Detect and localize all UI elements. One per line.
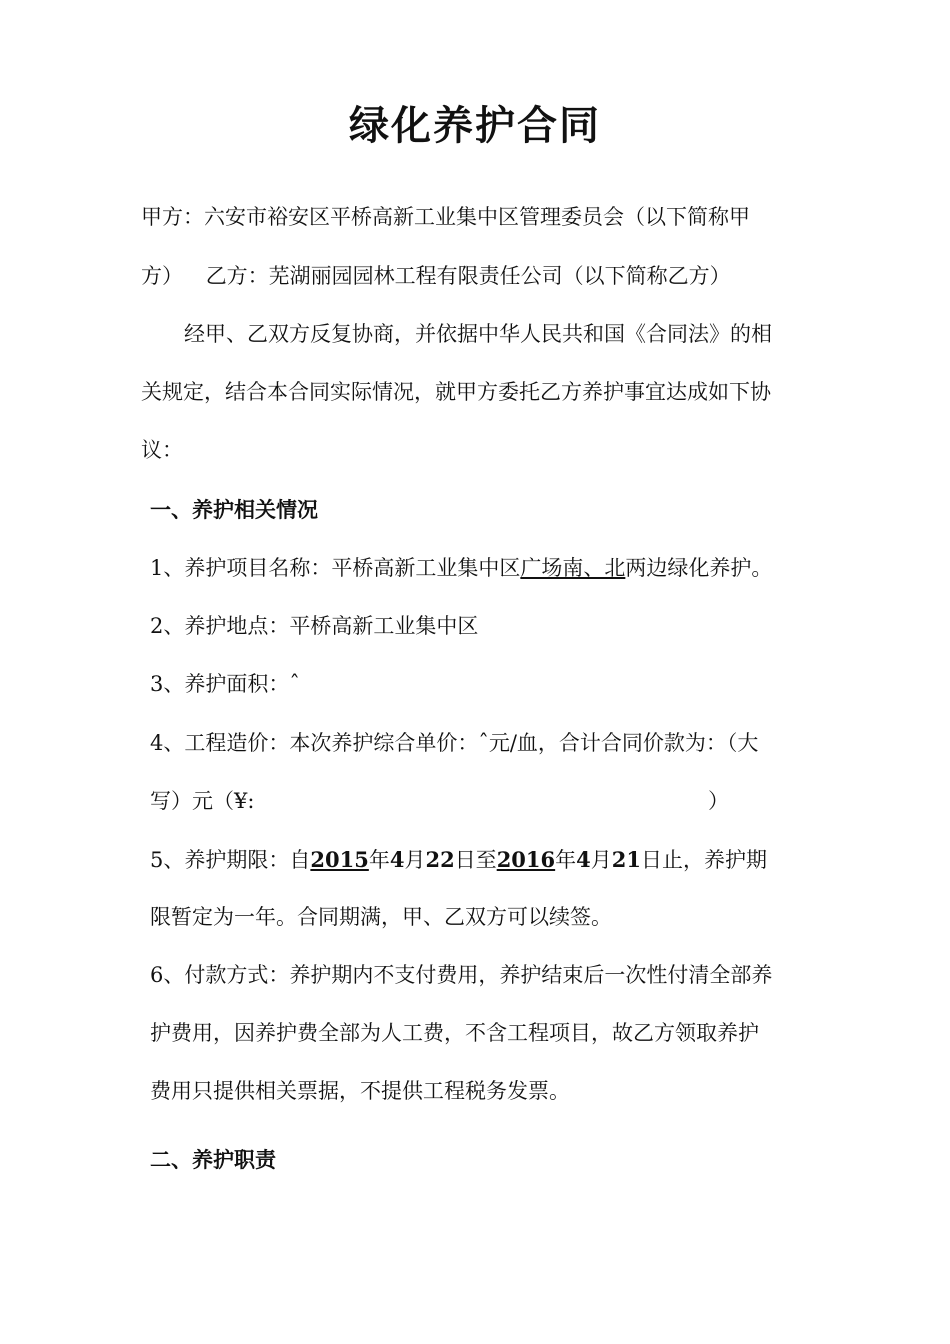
party-a-end: 方）: [141, 264, 183, 288]
item-5-start-month: 4: [389, 847, 405, 872]
party-line-2: [141, 264, 731, 289]
item-5-text-f: 月: [590, 848, 612, 872]
party-a-line: 甲方：六安市裕安区平桥高新工业集中区管理委员会（以下简称甲: [141, 205, 750, 229]
document-title: 绿化养护合同: [349, 103, 601, 149]
intro-line-2: 关规定，结合本合同实际情况，就甲方委托乙方养护事宜达成如下协: [141, 380, 771, 404]
item-5-text-e: 年: [555, 848, 577, 872]
item-5-text-c: 月: [404, 848, 426, 872]
item-5-line-2: 限暂定为一年。合同期满，甲、乙双方可以续签。: [150, 905, 612, 929]
item-5-start-day: 22: [425, 847, 455, 872]
item-4-line-2a: 写）元（¥:: [150, 789, 255, 813]
intro-line-1: 经甲、乙双方反复协商，并依据中华人民共和国《合同法》的相: [184, 322, 772, 346]
item-1-underlined: 广场南、北: [520, 556, 626, 580]
item-5-start-year: 2015: [310, 847, 369, 872]
item-4-line-1: 4、工程造价：本次养护综合单价：ˆ元/血，合计合同价款为：（大: [150, 731, 759, 755]
item-6-line-2: 护费用，因养护费全部为人工费，不含工程项目，故乙方领取养护: [150, 1021, 759, 1045]
item-6-line-1: 6、付款方式：养护期内不支付费用，养护结束后一次性付清全部养: [150, 963, 773, 987]
item-1: [150, 556, 772, 581]
item-5-end-month: 4: [576, 847, 591, 872]
item-5-line-1: [150, 847, 767, 873]
item-6-line-3: 费用只提供相关票据，不提供工程税务发票。: [150, 1079, 570, 1103]
section-1-heading: 一、养护相关情况: [150, 498, 318, 522]
item-5-end-year: 2016: [496, 847, 556, 872]
party-b-text: 乙方：芜湖丽园园林工程有限责任公司（以下简称乙方）: [205, 264, 731, 288]
item-5-text-b: 年: [368, 848, 390, 872]
item-1-text-b: 两边绿化养护。: [625, 556, 773, 580]
item-3: 3、养护面积：ˆ: [150, 672, 300, 696]
item-5-text-g: 日止，养护期: [641, 848, 767, 872]
item-5-text-d: 日至: [454, 848, 497, 872]
item-5-text-a: 5、养护期限：自: [150, 848, 311, 872]
item-4-line-2b: ）: [708, 789, 729, 813]
item-2: 2、养护地点：平桥高新工业集中区: [150, 614, 479, 638]
item-1-text-a: 1、养护项目名称：平桥高新工业集中区: [150, 556, 521, 580]
intro-line-3: 议：: [141, 438, 183, 462]
section-2-heading: 二、养护职责: [150, 1148, 276, 1172]
item-5-end-day: 21: [611, 847, 641, 872]
